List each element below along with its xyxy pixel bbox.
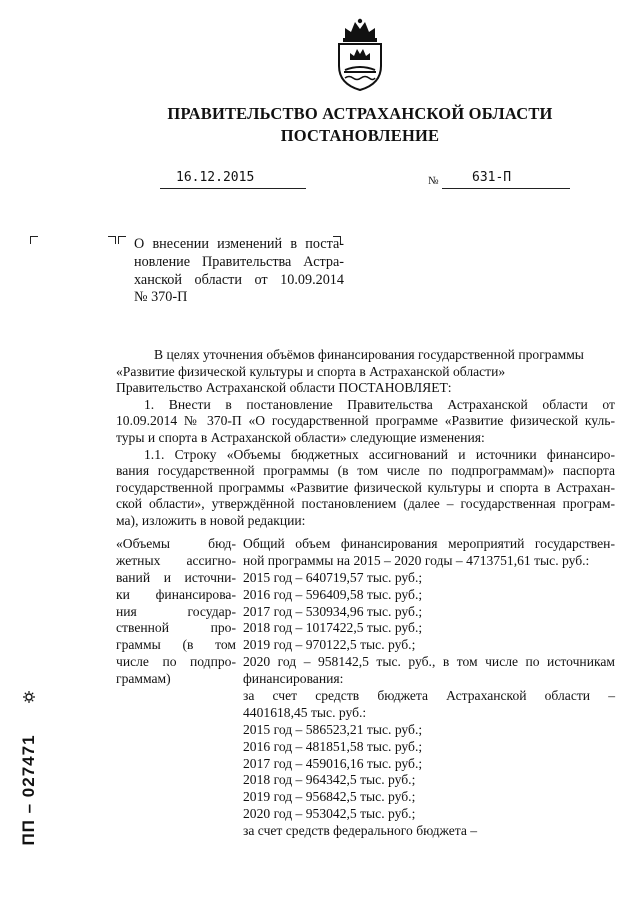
value-line: 2020 год – 953042,5 тыс. руб.; [243,806,416,822]
value-line: 2016 год – 596409,58 тыс. руб.; [243,586,423,602]
value-line: за счет средств федерального бюджета – [243,823,478,839]
label-line: числе по подпро- [116,654,236,670]
value-line: 2018 год – 1017422,5 тыс. руб.; [243,620,423,636]
value-line: Общий объем финансирования мероприятий государствен- [243,536,615,551]
body-line: В целях уточнения объёмов финансирования государственной программы [154,347,584,362]
body-line: ма), изложить в новой редакции: [116,512,306,528]
label-line: «Объемы бюд- [116,536,236,551]
value-line: 2019 год – 956842,5 тыс. руб.; [243,789,416,805]
form-serial-number [14,690,44,890]
value-line: финансирования: [243,671,344,687]
coat-of-arms-icon [331,16,389,92]
number-label: № [428,175,439,187]
body-line: 1. Внести в постановление Правительства Астраханской области от [144,396,615,412]
label-line: ственной про- [116,620,236,636]
serial-number-text: ПП – 027471 [19,734,38,846]
value-line: 2015 год – 586523,21 тыс. руб.; [243,721,423,737]
body-line: государственной программы «Развитие физической культуры и спорта в Астрахан- [116,479,615,495]
label-line: жетных ассигно- [116,552,236,568]
body-line: 1.1. Строку «Объемы бюджетных ассигнований и источники финансиро- [144,446,615,462]
government-title: ПРАВИТЕЛЬСТВО АСТРАХАНСКОЙ ОБЛАСТИ [167,104,553,123]
value-line: 2020 год – 958142,5 тыс. руб., в том числе по источникам [243,654,615,670]
value-line: 2015 год – 640719,57 тыс. руб.; [243,569,423,585]
document-type-title: ПОСТАНОВЛЕНИЕ [280,126,440,145]
body-line: «Развитие физической культуры и спорта в Астраханской области» [116,363,506,379]
body-line: 10.09.2014 № 370-П «О государственной программе «Развитие физической куль- [116,413,615,429]
value-line: 2019 год – 970122,5 тыс. руб.; [243,637,416,653]
body-line: Правительство Астраханской области ПОСТАНОВЛЯЕТ: [116,380,452,396]
corner-mark-left [30,236,38,244]
label-line: граммам) [116,671,171,687]
value-line: ной программы на 2015 – 2020 годы – 4713751,61 тыс. руб.: [243,552,590,568]
value-line: 2017 год – 459016,16 тыс. руб.; [243,755,423,771]
document-date: 16.12.2015 [176,170,255,185]
subject-line: О внесении изменений в поста- [134,236,344,252]
corner-mark-mid-left [118,236,126,244]
label-line: ки финансирова- [116,586,236,602]
value-line: 2016 год – 481851,58 тыс. руб.; [243,738,423,754]
subject-line: № 370-П [134,289,188,306]
subject-line: ханской области от 10.09.2014 [134,271,344,288]
document-number: 631-П [472,170,512,185]
corner-mark-mid-right [108,236,116,244]
body-line: вания государственной программы (в том числе по подпрограммам)» паспорта [116,463,615,479]
document-subject [134,236,344,307]
value-line: 2017 год – 530934,96 тыс. руб.; [243,603,423,619]
value-line: за счет средств бюджета Астраханской области – [243,688,615,704]
document-body [116,347,615,530]
subject-line: новление Правительства Астра- [134,253,344,270]
label-line: граммы (в том [116,637,236,653]
label-line: ваний и источни- [116,569,236,585]
passport-row-value [243,536,615,840]
label-line: ния государ- [116,603,236,619]
body-line: туры и спорта в Астраханской области» следующие изменения: [116,429,485,445]
passport-row-label [116,536,236,688]
value-line: 4401618,45 тыс. руб.: [243,704,367,720]
value-line: 2018 год – 964342,5 тыс. руб.; [243,772,416,788]
body-line: ской области», утверждённой постановлением (далее – государственная програм- [116,496,615,512]
